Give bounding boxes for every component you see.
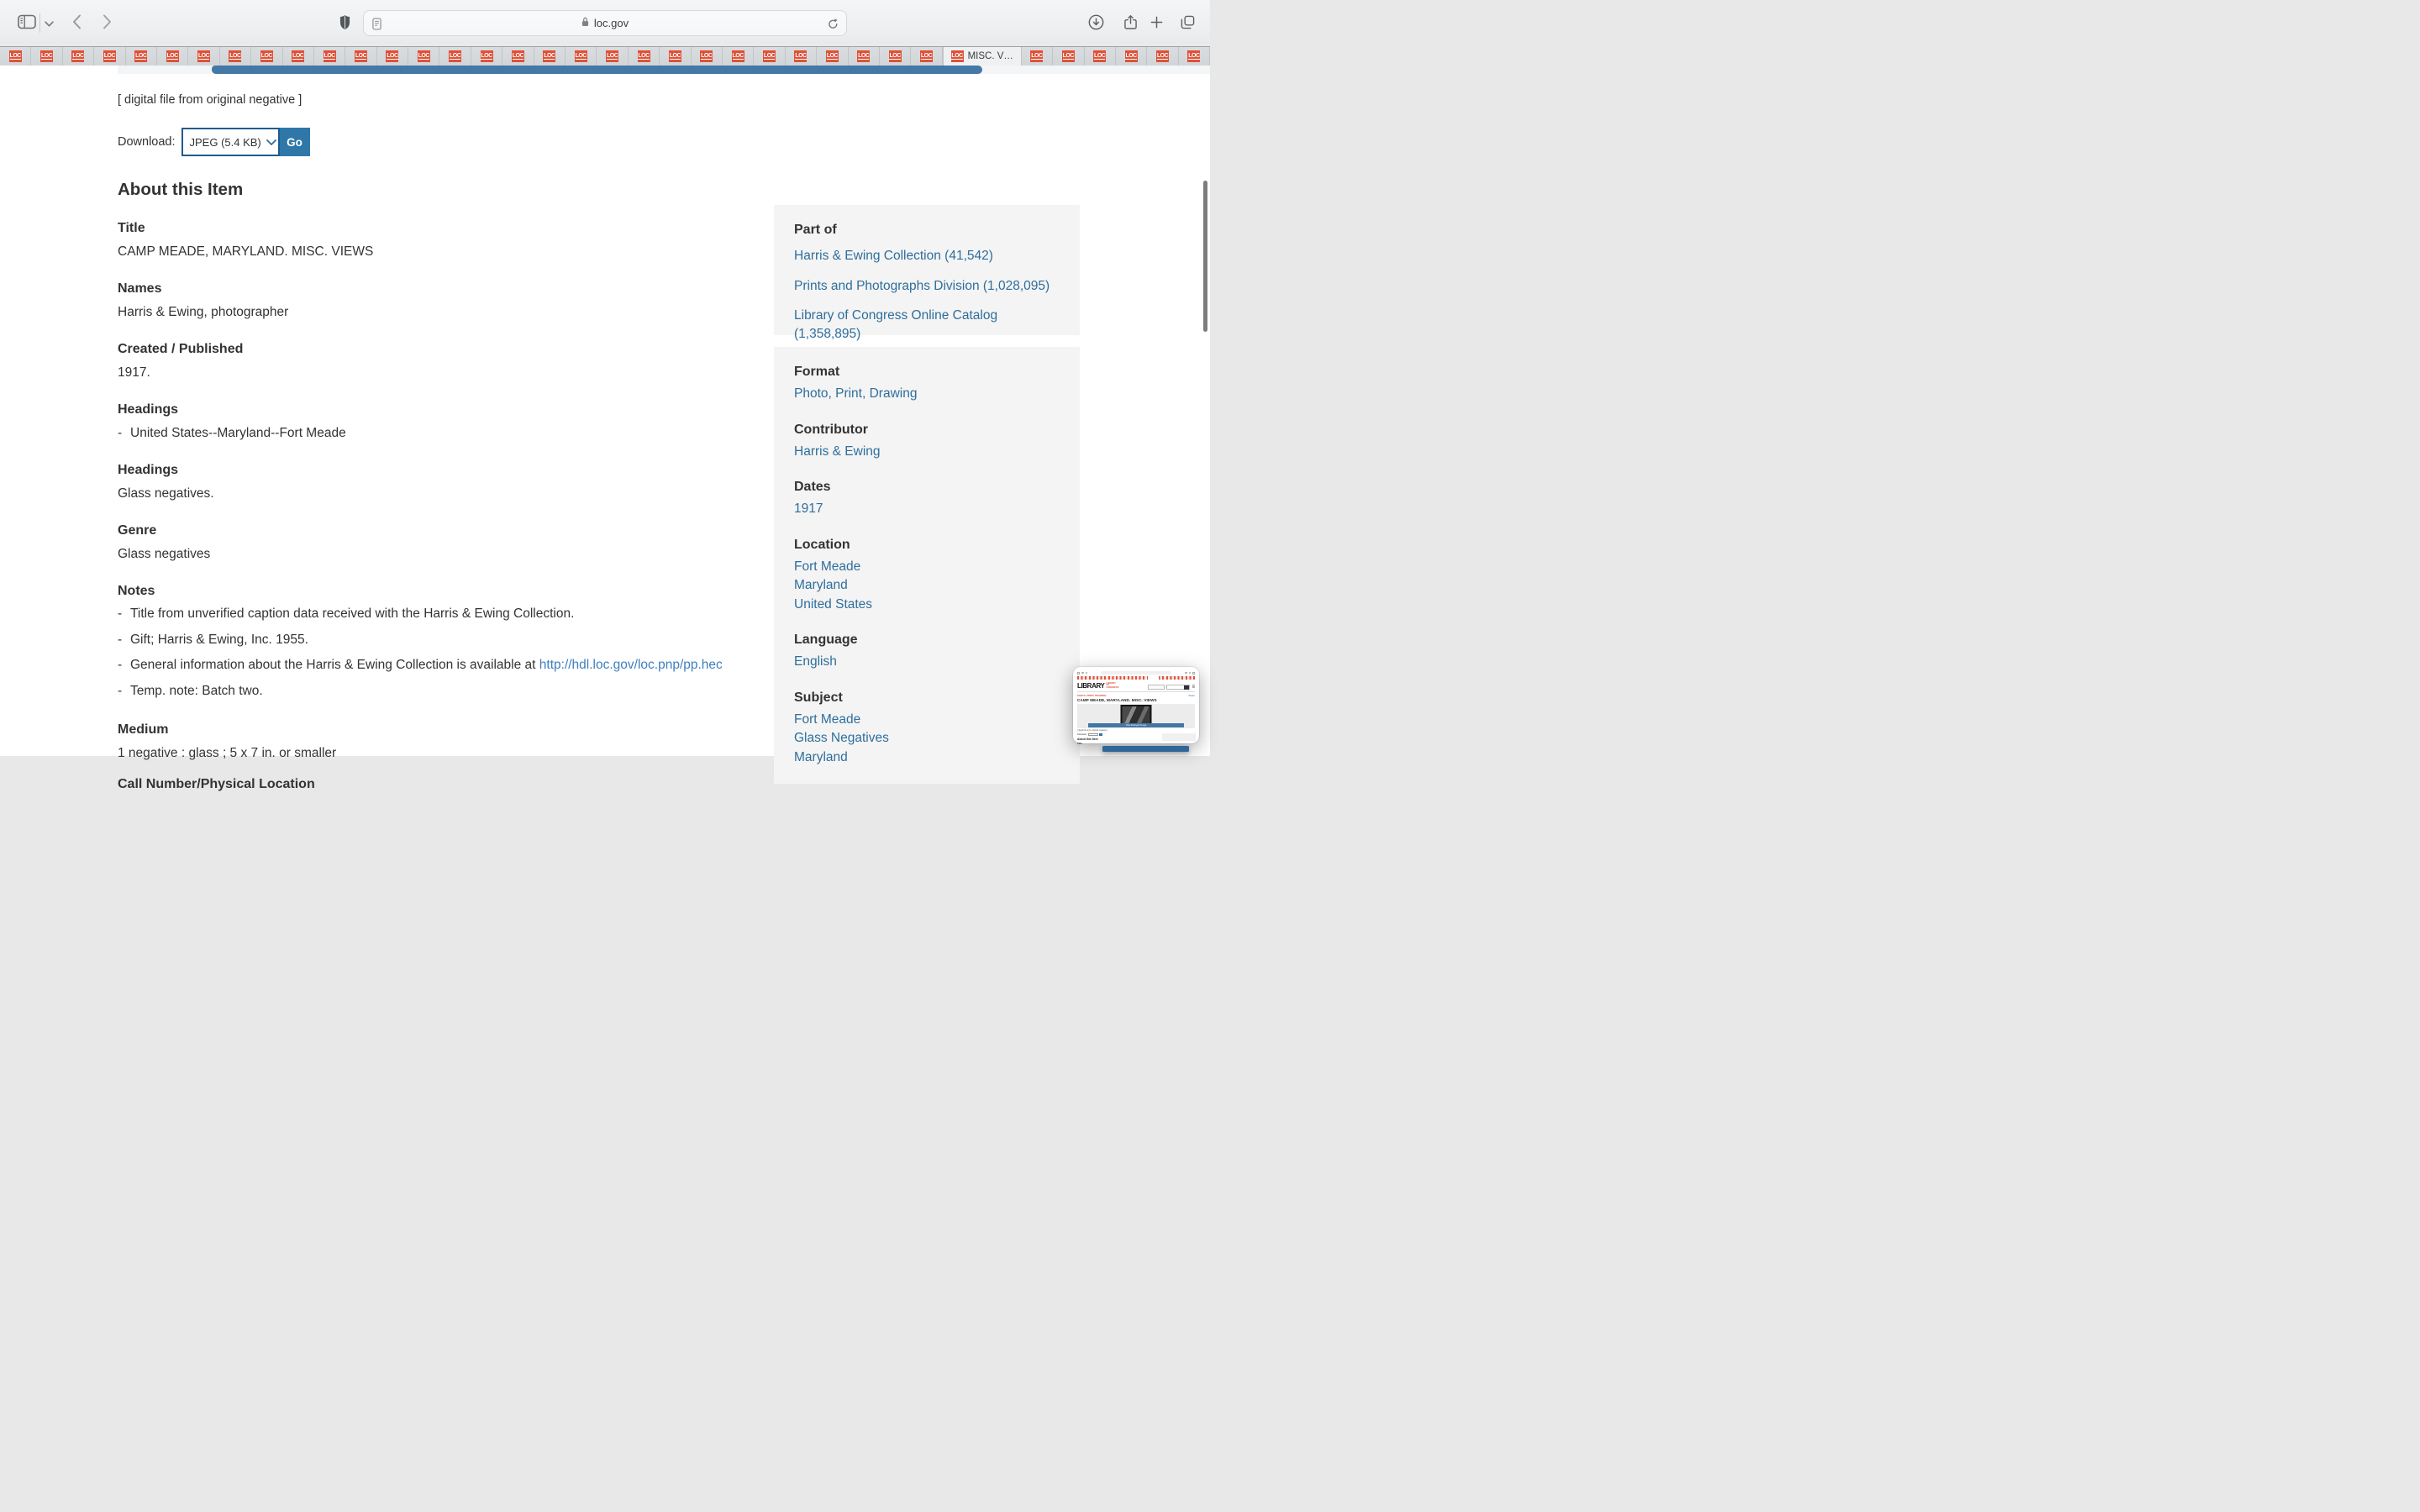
facet-label: Location bbox=[794, 537, 850, 552]
new-tab-icon bbox=[1150, 16, 1163, 31]
facet-link[interactable]: Photo, Print, Drawing bbox=[794, 386, 918, 401]
loc-favicon-icon: LOC bbox=[481, 50, 493, 62]
facet-link[interactable]: United States bbox=[794, 596, 873, 612]
section-genre bbox=[118, 522, 773, 563]
loc-favicon-icon: LOC bbox=[826, 50, 839, 62]
browser-toolbar bbox=[0, 0, 1210, 46]
browser-tab[interactable] bbox=[660, 47, 691, 66]
section-label: Names bbox=[118, 281, 162, 296]
page-top-notch bbox=[0, 66, 118, 74]
facet-dates bbox=[794, 479, 1060, 518]
section-headings-1 bbox=[118, 402, 773, 442]
loc-favicon-icon: LOC bbox=[794, 50, 807, 62]
preview-title-label: Title bbox=[1077, 742, 1082, 745]
loc-favicon-icon: LOC bbox=[669, 50, 681, 62]
preview-search-select bbox=[1148, 685, 1165, 690]
page-nav-bar-remnant bbox=[212, 66, 982, 74]
reload-icon[interactable] bbox=[828, 18, 839, 34]
section-medium bbox=[118, 722, 773, 762]
loc-favicon-icon: LOC bbox=[763, 50, 776, 62]
sidebar-icon bbox=[18, 14, 36, 32]
go-button[interactable]: Go bbox=[280, 128, 310, 156]
facet-subject bbox=[794, 690, 1060, 767]
part-of-link[interactable]: Library of Congress Online Catalog (1,358,895) bbox=[794, 308, 998, 341]
section-names bbox=[118, 281, 773, 321]
download-icon bbox=[1088, 14, 1104, 33]
loc-favicon-icon: LOC bbox=[166, 50, 179, 62]
browser-tab[interactable] bbox=[220, 47, 251, 66]
preview-loc-logo: LIBRARY bbox=[1077, 682, 1105, 690]
tab-overview-button[interactable] bbox=[1176, 0, 1199, 46]
facets-box bbox=[774, 347, 1080, 784]
browser-tab[interactable] bbox=[471, 47, 502, 66]
preview-loc-logo-sub: LIBRARY OF CONGRESS bbox=[1106, 681, 1119, 690]
preview-enlarge-button: View Enlarged Image bbox=[1088, 723, 1185, 727]
browser-tab[interactable] bbox=[597, 47, 628, 66]
section-value: CAMP MEADE, MARYLAND. MISC. VIEWS bbox=[118, 244, 374, 259]
loc-favicon-icon: LOC bbox=[1030, 50, 1043, 62]
preview-mini-tabstrip bbox=[1077, 676, 1195, 680]
facet-label: Format bbox=[794, 365, 840, 379]
image-caption: [ digital file from original negative ] bbox=[118, 93, 302, 107]
preview-item-title: CAMP MEADE, MARYLAND. MISC. VIEWS bbox=[1077, 697, 1157, 702]
loc-favicon-icon: LOC bbox=[1125, 50, 1138, 62]
loc-favicon-icon: LOC bbox=[889, 50, 902, 62]
part-of-link[interactable]: Prints and Photographs Division (1,028,095) bbox=[794, 278, 1050, 293]
facet-link[interactable]: Maryland bbox=[794, 578, 848, 592]
preview-divider bbox=[1077, 691, 1195, 692]
item-details bbox=[118, 74, 773, 792]
section-label: Headings bbox=[118, 402, 179, 417]
loc-favicon-icon: LOC bbox=[1156, 50, 1169, 62]
preview-mini-toolbar bbox=[1077, 670, 1195, 675]
browser-tab[interactable] bbox=[439, 47, 471, 66]
preview-sidebar-box bbox=[1162, 733, 1196, 741]
browser-tab-active[interactable] bbox=[943, 47, 1022, 66]
loc-favicon-icon: LOC bbox=[951, 50, 964, 62]
browser-tab[interactable] bbox=[786, 47, 817, 66]
browser-tab[interactable] bbox=[94, 47, 125, 66]
browser-tab[interactable] bbox=[1053, 47, 1084, 66]
loc-favicon-icon: LOC bbox=[543, 50, 555, 62]
preview-search-input bbox=[1166, 685, 1190, 690]
section-label: Title bbox=[118, 221, 145, 235]
browser-tab[interactable] bbox=[188, 47, 219, 66]
loc-favicon-icon: LOC bbox=[40, 50, 53, 62]
forward-button[interactable] bbox=[97, 0, 116, 46]
note-item: - Gift; Harris & Ewing, Inc. 1955. bbox=[118, 632, 308, 647]
loc-favicon-icon: LOC bbox=[229, 50, 241, 62]
preview-download-select bbox=[1088, 733, 1098, 737]
privacy-report-button[interactable] bbox=[334, 0, 355, 46]
browser-tab[interactable] bbox=[692, 47, 723, 66]
address-bar[interactable] bbox=[363, 10, 847, 36]
browser-tab[interactable] bbox=[0, 47, 31, 66]
browser-tab[interactable] bbox=[723, 47, 754, 66]
facet-label: Contributor bbox=[794, 422, 868, 437]
facet-label: Dates bbox=[794, 480, 831, 494]
section-label: Headings bbox=[118, 463, 179, 477]
section-value: Glass negatives bbox=[118, 547, 211, 561]
screenshot-preview-window[interactable] bbox=[1073, 667, 1199, 743]
forward-icon bbox=[103, 14, 112, 32]
facet-link[interactable]: 1917 bbox=[794, 501, 823, 516]
loc-favicon-icon: LOC bbox=[1093, 50, 1106, 62]
part-of-label: Part of bbox=[794, 223, 837, 237]
loc-favicon-icon: LOC bbox=[386, 50, 398, 62]
browser-tab[interactable] bbox=[629, 47, 660, 66]
tab-strip bbox=[0, 46, 1210, 66]
share-button[interactable] bbox=[1118, 0, 1142, 46]
about-heading: About this Item bbox=[118, 180, 244, 199]
scrollbar-thumb[interactable] bbox=[1203, 181, 1207, 332]
section-label: Medium bbox=[118, 722, 169, 737]
browser-tab[interactable] bbox=[126, 47, 157, 66]
preview-go-button bbox=[1099, 733, 1102, 737]
browser-tab[interactable] bbox=[345, 47, 376, 66]
loc-favicon-icon: LOC bbox=[324, 50, 336, 62]
loc-favicon-icon: LOC bbox=[920, 50, 933, 62]
facet-language bbox=[794, 632, 1060, 671]
loc-favicon-icon: LOC bbox=[512, 50, 524, 62]
preview-menu-icon: ≡ bbox=[1192, 685, 1195, 690]
active-tab-title: MISC. V… bbox=[967, 51, 1013, 61]
page-top-strip bbox=[0, 66, 1210, 74]
lock-icon bbox=[581, 16, 589, 31]
section-value: Harris & Ewing, photographer bbox=[118, 305, 289, 319]
browser-tab[interactable] bbox=[1116, 47, 1147, 66]
facet-label: Subject bbox=[794, 690, 843, 705]
loc-favicon-icon: LOC bbox=[606, 50, 618, 62]
preview-about-heading: About this Item bbox=[1077, 738, 1098, 741]
reader-icon bbox=[372, 18, 381, 34]
preview-blue-bar bbox=[1102, 746, 1189, 752]
section-value: - United States--Maryland--Fort Meade bbox=[118, 426, 346, 440]
loc-favicon-icon: LOC bbox=[197, 50, 210, 62]
browser-tab[interactable] bbox=[566, 47, 597, 66]
browser-tab[interactable] bbox=[1179, 47, 1210, 66]
loc-favicon-icon: LOC bbox=[575, 50, 587, 62]
preview-masthead bbox=[1077, 681, 1195, 690]
facet-link[interactable]: Fort Meade bbox=[794, 711, 861, 727]
section-label: Notes bbox=[118, 584, 155, 598]
loc-favicon-icon: LOC bbox=[449, 50, 461, 62]
facet-link[interactable]: Fort Meade bbox=[794, 559, 861, 574]
preview-caption: [ digital file from original negative ] bbox=[1077, 729, 1108, 732]
download-format-value: JPEG (5.4 KB) bbox=[189, 135, 261, 149]
facet-link[interactable]: English bbox=[794, 654, 837, 669]
page-content bbox=[0, 74, 1210, 791]
browser-tab[interactable] bbox=[502, 47, 534, 66]
loc-favicon-icon: LOC bbox=[732, 50, 744, 62]
loc-favicon-icon: LOC bbox=[9, 50, 22, 62]
facet-label: Language bbox=[794, 633, 858, 647]
downloads-button[interactable] bbox=[1084, 0, 1107, 46]
loc-favicon-icon: LOC bbox=[71, 50, 84, 62]
browser-tab[interactable] bbox=[157, 47, 188, 66]
facet-link[interactable]: Harris & Ewing bbox=[794, 444, 881, 459]
facet-contributor bbox=[794, 422, 1060, 461]
toolbar-separator bbox=[39, 13, 40, 33]
sidebar-chevron-button[interactable] bbox=[42, 0, 55, 46]
browser-tab[interactable] bbox=[880, 47, 911, 66]
section-label: Call Number/Physical Location bbox=[118, 777, 315, 791]
browser-tab[interactable] bbox=[911, 47, 942, 66]
loc-favicon-icon: LOC bbox=[1062, 50, 1075, 62]
browser-tab[interactable] bbox=[31, 47, 62, 66]
browser-tab[interactable] bbox=[754, 47, 785, 66]
facet-link[interactable]: Maryland bbox=[794, 749, 848, 764]
preview-search-button bbox=[1184, 685, 1189, 690]
part-of-link[interactable]: Harris & Ewing Collection (41,542) bbox=[794, 249, 993, 263]
section-label: Genre bbox=[118, 523, 157, 538]
loc-favicon-icon: LOC bbox=[700, 50, 713, 62]
new-tab-button[interactable] bbox=[1144, 0, 1168, 46]
loc-favicon-icon: LOC bbox=[134, 50, 147, 62]
section-value: 1917. bbox=[118, 365, 150, 380]
browser-tab[interactable] bbox=[849, 47, 880, 66]
browser-tab[interactable] bbox=[314, 47, 345, 66]
download-format-select[interactable] bbox=[182, 128, 280, 156]
note-item: - General information about the Harris & Ewing Collection is available at http://hdl.loc.gov/loc.pnp/pp.hec bbox=[118, 658, 723, 672]
section-headings-2 bbox=[118, 462, 773, 502]
browser-tab[interactable] bbox=[817, 47, 848, 66]
tab-overview-icon bbox=[1181, 15, 1195, 32]
browser-tab[interactable] bbox=[63, 47, 94, 66]
preview-photo-area bbox=[1077, 704, 1195, 728]
loc-favicon-icon: LOC bbox=[292, 50, 304, 62]
hec-collection-link[interactable]: http://hdl.loc.gov/loc.pnp/pp.hec bbox=[539, 658, 723, 672]
browser-tab[interactable] bbox=[1022, 47, 1053, 66]
browser-tab[interactable] bbox=[534, 47, 566, 66]
sidebar-toggle-button[interactable] bbox=[15, 0, 39, 46]
part-of-box bbox=[774, 205, 1080, 341]
note-item: - Title from unverified caption data received with the Harris & Ewing Collection. bbox=[118, 606, 575, 621]
chevron-down-icon bbox=[45, 17, 54, 29]
section-notes bbox=[118, 583, 773, 701]
back-button[interactable] bbox=[67, 0, 86, 46]
browser-tab[interactable] bbox=[251, 47, 282, 66]
loc-favicon-icon: LOC bbox=[355, 50, 367, 62]
browser-tab[interactable] bbox=[408, 47, 439, 66]
browser-tab[interactable] bbox=[283, 47, 314, 66]
section-created bbox=[118, 341, 773, 381]
section-value: 1 negative : glass ; 5 x 7 in. or smaller bbox=[118, 746, 337, 760]
section-label: Created / Published bbox=[118, 342, 244, 356]
url-text: loc.gov bbox=[593, 17, 629, 29]
loc-favicon-icon: LOC bbox=[638, 50, 650, 62]
browser-tab[interactable] bbox=[1147, 47, 1178, 66]
loc-favicon-icon: LOC bbox=[1187, 50, 1200, 62]
download-label: Download: bbox=[118, 135, 176, 149]
browser-tab[interactable] bbox=[1085, 47, 1116, 66]
browser-tab[interactable] bbox=[377, 47, 408, 66]
shield-icon bbox=[339, 14, 350, 33]
preview-share-link: Share bbox=[1188, 693, 1195, 697]
loc-favicon-icon: LOC bbox=[260, 50, 273, 62]
share-icon bbox=[1124, 14, 1137, 33]
section-title bbox=[118, 220, 773, 260]
preview-breadcrumb: PHOTO, PRINT, DRAWING bbox=[1077, 693, 1107, 697]
safari-window bbox=[0, 0, 1210, 791]
loc-favicon-icon: LOC bbox=[103, 50, 116, 62]
facet-format bbox=[794, 364, 1060, 403]
facet-location bbox=[794, 537, 1060, 614]
note-item: - Temp. note: Batch two. bbox=[118, 683, 263, 698]
loc-favicon-icon: LOC bbox=[857, 50, 870, 62]
loc-favicon-icon: LOC bbox=[418, 50, 430, 62]
section-call-number bbox=[118, 776, 773, 792]
back-icon bbox=[72, 14, 82, 32]
select-chevron-icon bbox=[266, 134, 276, 150]
download-row bbox=[118, 128, 773, 156]
section-value: Glass negatives. bbox=[118, 486, 214, 501]
preview-download-label: Download: bbox=[1077, 732, 1087, 736]
facet-link[interactable]: Glass Negatives bbox=[794, 731, 889, 745]
